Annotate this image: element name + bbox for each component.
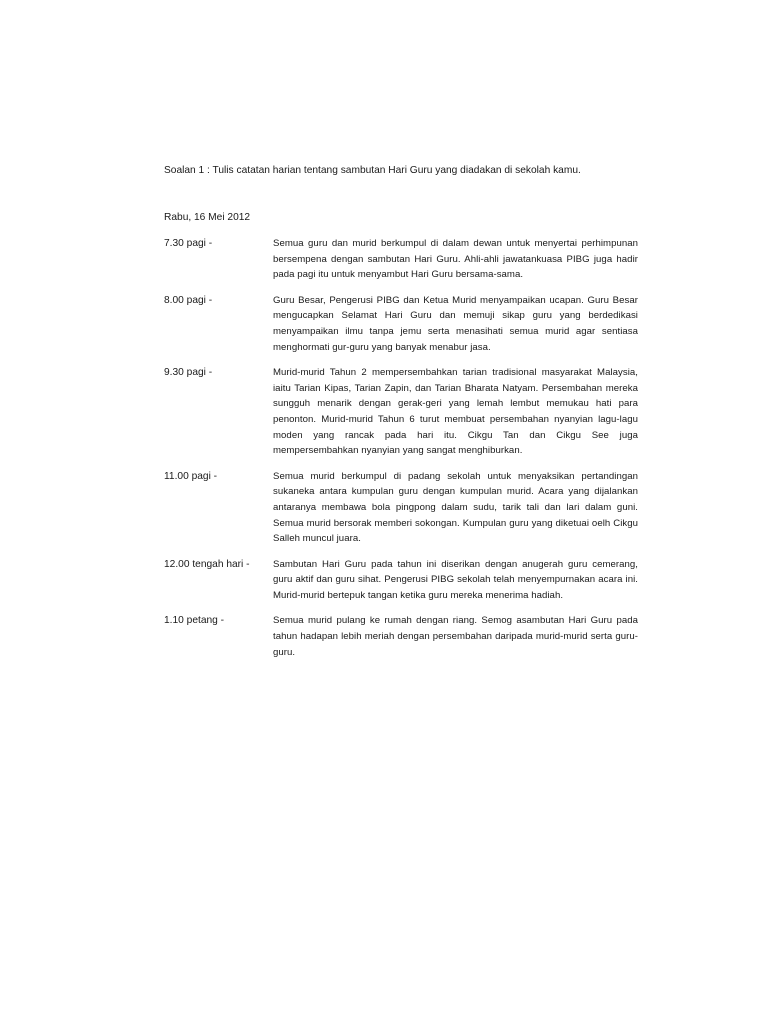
diary-entry xyxy=(164,613,638,660)
question-heading: Soalan 1 : Tulis catatan harian tentang sambutan Hari Guru yang diadakan di sekolah kamu. xyxy=(164,165,581,176)
entry-time: 1.10 petang - xyxy=(164,615,225,627)
document-page xyxy=(164,164,638,670)
entry-text: Semua guru dan murid berkumpul di dalam dewan untuk menyertai perhimpunan bersempena dengan sambutan Hari Guru. Ahli-ahli jawatankuasa PIBG juga hadir pada pagi itu untuk menyambut Hari Guru bersama-sama. xyxy=(273,238,638,281)
entry-text: Semua murid berkumpul di padang sekolah untuk menyaksikan pertandingan sukaneka antara kumpulan guru dengan kumpulan murid. Acara yang dijalankan antaranya membawa bola pingpong dalam sudu, tarik tali dan lari dalam guni. Semua murid bersorak memberi sokongan. Kumpulan guru yang diketuai oelh Cikgu Salleh muncul juara. xyxy=(273,470,638,545)
diary-entry xyxy=(164,365,638,459)
diary-date: Rabu, 16 Mei 2012 xyxy=(164,212,251,223)
diary-entry xyxy=(164,293,638,355)
diary-entry xyxy=(164,236,638,283)
entry-text: Guru Besar, Pengerusi PIBG dan Ketua Murid menyampaikan ucapan. Guru Besar mengucapkan Selamat Hari Guru dan memuji sikap guru yang berdedikasi menyampaikan ilmu tanpa jemu serta menasihati semua murid agar sentiasa menghormati gur-guru yang banyak menabur jasa. xyxy=(273,294,638,353)
entry-text: Sambutan Hari Guru pada tahun ini diserikan dengan anugerah guru cemerang, guru aktif dan guru sihat. Pengerusi PIBG sekolah telah menyempurnakan acara ini. Murid-murid bertepuk tangan ketika guru mereka menerima hadiah. xyxy=(273,558,638,601)
diary-entry xyxy=(164,557,638,604)
entry-text: Murid-murid Tahun 2 mempersembahkan tarian tradisional masyarakat Malaysia, iaitu Tarian Kipas, Tarian Zapin, dan Tarian Bharata Natyam. Persembahan mereka sungguh menarik dengan gerak-geri yang lemah lembut memukau hati para penonton. Murid-murid Tahun 6 turut membuat persembahan nyanyian lagu-lagu moden yang rancak pada hari itu. Cikgu Tan dan Cikgu See juga mempersembahkan nyanyian yang sangat menghiburkan. xyxy=(273,367,638,457)
entry-time: 8.00 pagi - xyxy=(164,294,213,306)
entry-time: 9.30 pagi - xyxy=(164,367,213,379)
entry-time: 12.00 tengah hari - xyxy=(164,558,250,570)
diary-entries xyxy=(164,236,638,660)
entry-time: 11.00 pagi - xyxy=(164,470,218,482)
entry-text: Semua murid pulang ke rumah dengan riang. Semog asambutan Hari Guru pada tahun hadapan lebih meriah dengan persembahan daripada murid-murid serta guru-guru. xyxy=(273,615,638,658)
diary-entry xyxy=(164,469,638,547)
entry-time: 7.30 pagi - xyxy=(164,238,213,249)
